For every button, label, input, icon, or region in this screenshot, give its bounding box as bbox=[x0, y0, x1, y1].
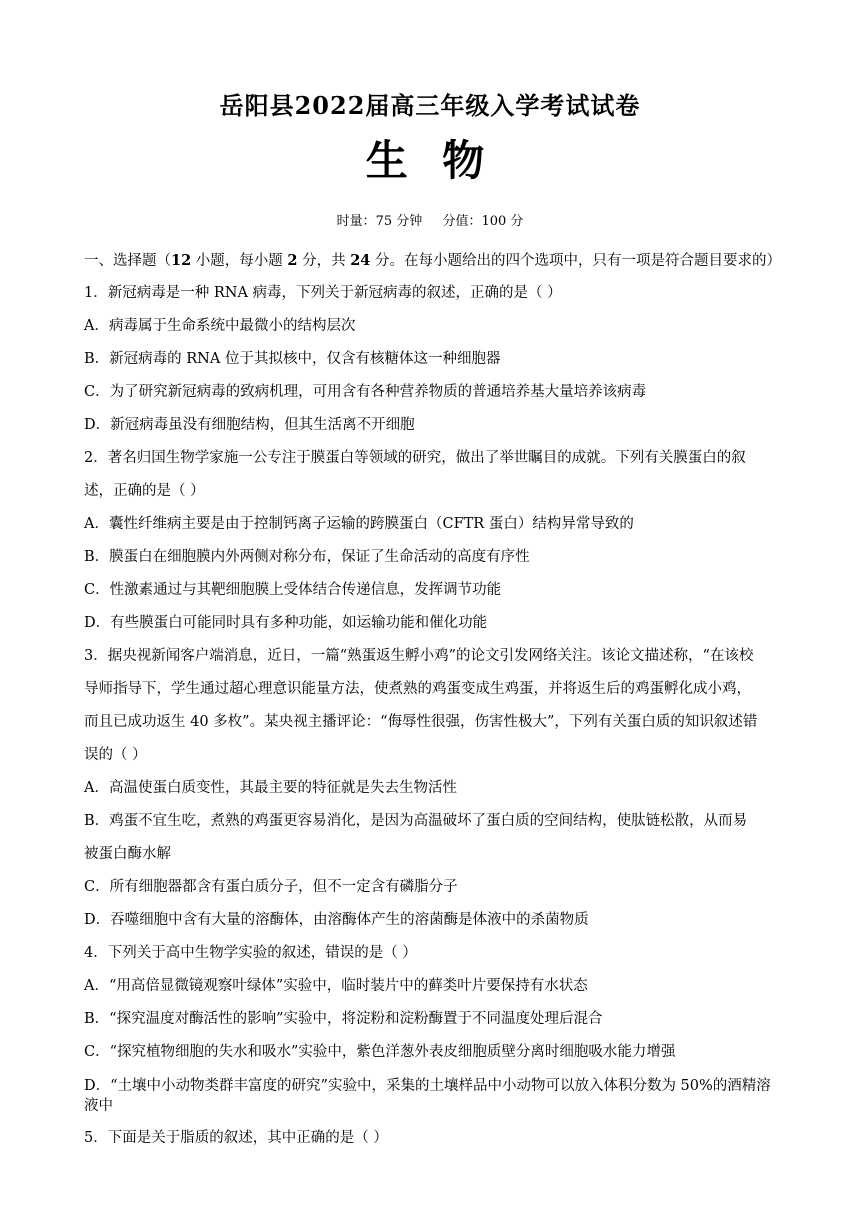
question-4-option-c: C．“探究植物细胞的失水和吸水”实验中，紫色洋葱外表皮细胞质壁分离时细胞吸水能力增强 bbox=[84, 1044, 676, 1060]
section-heading: 一、选择题（12 小题，每小题 2 分，共 24 分。在每小题给出的四个选项中，只有一项是符合题目要求的） bbox=[84, 252, 782, 269]
exam-meta bbox=[0, 210, 860, 229]
question-3-option-d: D．吞噬细胞中含有大量的溶酶体，由溶酶体产生的溶菌酶是体液中的杀菌物质 bbox=[84, 912, 589, 928]
question-2-option-d: D．有些膜蛋白可能同时具有多种功能，如运输功能和催化功能 bbox=[84, 615, 488, 631]
question-2-option-b: B．膜蛋白在细胞膜内外两侧对称分布，保证了生命活动的高度有序性 bbox=[84, 549, 530, 565]
exam-time: 时量：75 分钟 bbox=[336, 214, 423, 229]
question-3-option-b-line-1: B．鸡蛋不宜生吃，煮熟的鸡蛋更容易消化，是因为高温破坏了蛋白质的空间结构，使肽链松散，从而易 bbox=[84, 813, 748, 829]
question-2-stem-line-1: 2．著名归国生物学家施一公专注于膜蛋白等领域的研究，做出了举世瞩目的成就。下列有关膜蛋白的叙 bbox=[84, 450, 746, 466]
question-2-option-c: C．性激素通过与其靶细胞膜上受体结合传递信息，发挥调节功能 bbox=[84, 582, 502, 598]
question-1-option-d: D．新冠病毒虽没有细胞结构，但其生活离不开细胞 bbox=[84, 417, 415, 433]
question-3-option-a: A．高温使蛋白质变性，其最主要的特征就是失去生物活性 bbox=[84, 780, 457, 796]
question-1-option-c: C．为了研究新冠病毒的致病机理，可用含有各种营养物质的普通培养基大量培养该病毒 bbox=[84, 384, 647, 400]
question-1-stem: 1．新冠病毒是一种 RNA 病毒，下列关于新冠病毒的叙述，正确的是（ ） bbox=[84, 285, 562, 301]
question-4-stem: 4．下列关于高中生物学实验的叙述，错误的是（ ） bbox=[84, 945, 417, 961]
question-3-stem-line-2: 导师指导下，学生通过超心理意识能量方法，使煮熟的鸡蛋变成生鸡蛋，并将返生后的鸡蛋孵化成小鸡， bbox=[84, 681, 751, 697]
subject-title: 生 物 bbox=[365, 136, 495, 185]
question-4-option-a: A．“用高倍显微镜观察叶绿体”实验中，临时装片中的藓类叶片要保持有水状态 bbox=[84, 978, 588, 994]
question-2-stem-line-2: 述，正确的是（ ） bbox=[84, 483, 205, 499]
exam-score: 分值：100 分 bbox=[442, 214, 524, 229]
question-3-stem-line-4: 误的（ ） bbox=[84, 747, 147, 763]
exam-title: 岳阳县2022届高三年级入学考试试卷 bbox=[219, 91, 641, 120]
question-5-stem: 5．下面是关于脂质的叙述，其中正确的是（ ） bbox=[84, 1130, 388, 1146]
question-3-stem-line-3: 而且已成功返生 40 多枚”。某央视主播评论：“侮辱性很强，伤害性极大”，下列有关蛋白质的知识叙述错 bbox=[84, 714, 758, 730]
question-4-option-d: D．“土壤中小动物类群丰富度的研究”实验中，采集的土壤样品中小动物可以放入体积分数为 50%的酒精溶液中 bbox=[84, 1078, 771, 1114]
question-2-option-a: A．囊性纤维病主要是由于控制钙离子运输的跨膜蛋白（CFTR 蛋白）结构异常导致的 bbox=[84, 516, 634, 532]
question-1-option-b: B．新冠病毒的 RNA 位于其拟核中，仅含有核糖体这一种细胞器 bbox=[84, 351, 501, 367]
question-1-option-a: A．病毒属于生命系统中最微小的结构层次 bbox=[84, 318, 356, 334]
question-4-option-b: B．“探究温度对酶活性的影响”实验中，将淀粉和淀粉酶置于不同温度处理后混合 bbox=[84, 1011, 603, 1027]
question-3-stem-line-1: 3．据央视新闻客户端消息，近日，一篇“熟蛋返生孵小鸡”的论文引发网络关注。该论文描述称，“在该校 bbox=[84, 648, 754, 664]
question-3-option-b-line-2: 被蛋白酶水解 bbox=[84, 846, 171, 862]
question-content bbox=[84, 244, 784, 1155]
question-3-option-c: C．所有细胞器都含有蛋白质分子，但不一定含有磷脂分子 bbox=[84, 879, 458, 895]
